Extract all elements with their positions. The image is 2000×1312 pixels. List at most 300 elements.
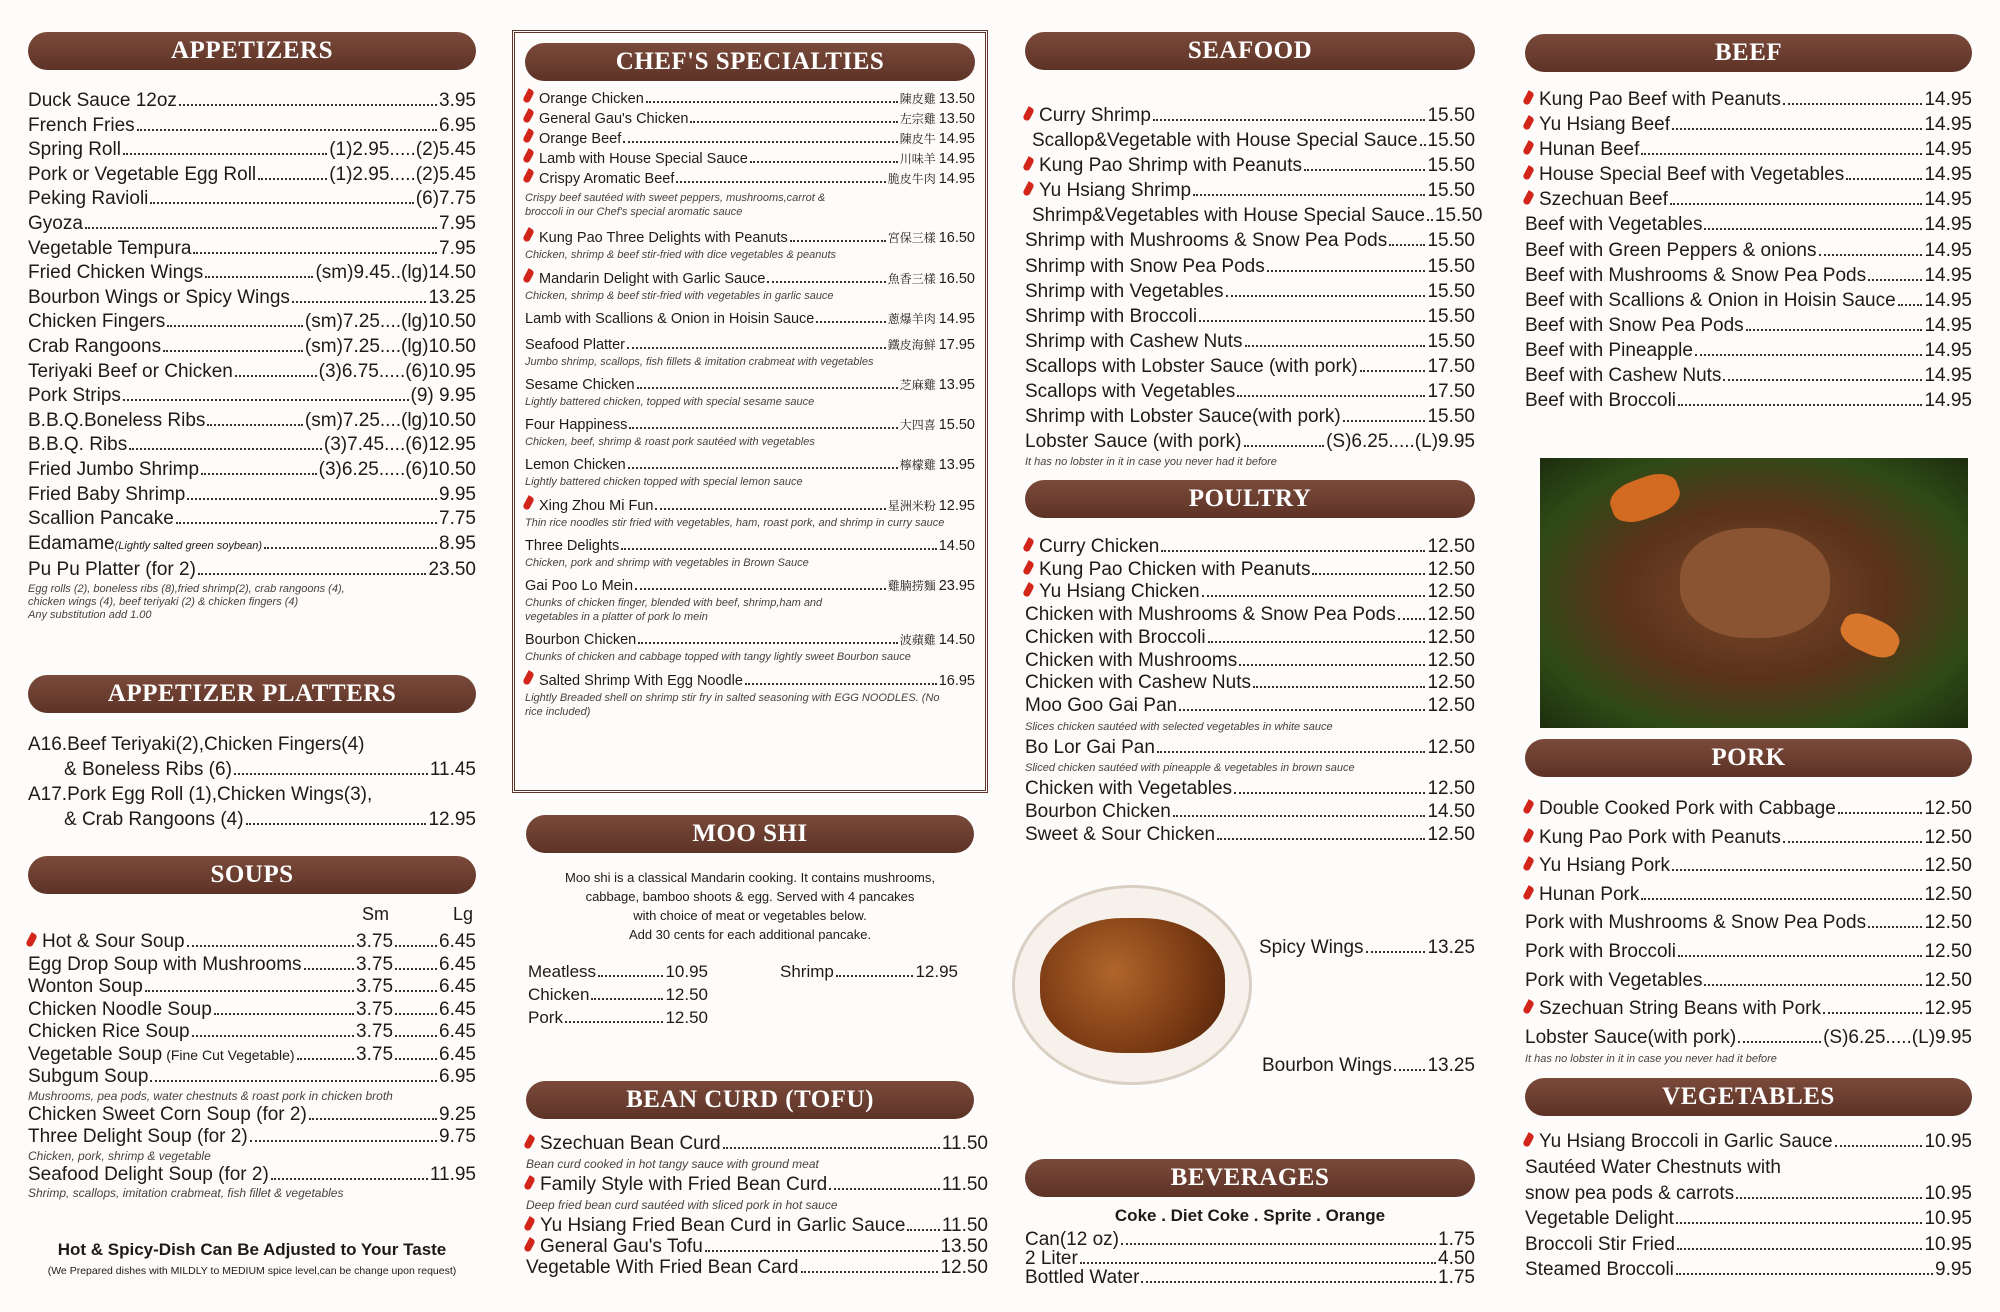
chef-special-item [525,456,975,489]
menu-item-price: 17.50 [1427,381,1475,403]
menu-item-price: 9.25 [439,1103,476,1125]
dot-leader [1723,379,1922,381]
soup-row [28,954,476,977]
menu-item-row [1025,672,1475,695]
dot-leader [234,773,428,775]
beef-header: BEEF [1525,34,1972,72]
menu-item-price: 12.50 [1924,798,1972,819]
chili-pepper-icon [1522,1132,1535,1148]
vegetable-description: Sautéed Water Chestnuts with [1525,1156,1781,1178]
menu-item-row [1025,429,1475,454]
soup-price-sm: 3.75 [356,998,394,1020]
dot-leader [1695,354,1923,356]
menu-item-price: 12.95 [938,498,975,514]
menu-item-row [1025,103,1475,128]
chef-special-item [525,228,975,262]
menu-item-chinese-name: 檸檬雞 [899,458,936,472]
menu-item-row [28,532,476,559]
menu-item-row [525,310,975,329]
menu-item-name: Chicken Fingers [28,311,166,333]
dot-leader [1153,119,1426,121]
menu-item-price: 12.50 [1427,626,1475,648]
menu-item-price: 14.95 [1924,89,1972,110]
menu-item-row [526,1215,988,1236]
menu-item-chinese-name: 鐵皮海鮮 [887,338,936,352]
menu-item-price: 14.95 [1924,189,1972,211]
menu-item-price: 9.95 [1935,1259,1972,1280]
menu-item-row [1525,388,1972,413]
menu-item-row [780,960,958,983]
dot-leader [1389,244,1425,246]
dot-leader [1427,219,1433,221]
menu-item-name: Hunan Beef [1539,139,1640,161]
menu-item-row [1525,881,1972,910]
soup-col-sm: Sm [362,904,389,924]
menu-item-row [1025,279,1475,304]
menu-item-price: 16.50 [938,230,975,246]
menu-item-price: 14.95 [1924,339,1972,361]
chili-pepper-icon [1522,191,1535,207]
menu-item-name: Beef with Mushrooms & Snow Pea Pods [1525,264,1867,286]
menu-item-row [1525,1181,1972,1207]
menu-item-row [28,558,476,583]
menu-item-price: 12.50 [1427,649,1475,671]
moo-shi-description-line: Moo shi is a classical Mandarin cooking. It contains mushrooms, [565,870,935,885]
dot-leader [565,1021,663,1023]
dot-leader [1420,144,1426,146]
menu-item-row [1525,1206,1972,1232]
menu-item-price: 15.50 [1427,280,1475,302]
menu-item-name: Pork [528,1008,563,1027]
chefs-specialties-header: CHEF'S SPECIALTIES [525,43,975,81]
menu-item-name: Moo Goo Gai Pan [1025,694,1178,716]
soup-size-headings [28,904,476,926]
menu-item-price: 12.50 [1427,672,1475,694]
dot-leader [395,1035,437,1037]
menu-item-price: 23.50 [428,559,476,581]
menu-item-name: Chicken [528,985,590,1004]
spice-notice-detail: (We Prepared dishes with MILDLY to MEDIUM spice level,can be change upon request) [47,1265,457,1277]
menu-item-row [1525,212,1972,237]
dot-leader [628,467,898,469]
vegetables-list [1525,1129,1972,1283]
soup-subtext: (Fine Cut Vegetable) [166,1046,295,1063]
menu-item-name: Orange Beef [539,131,622,147]
menu-item-price: 17.95 [938,337,975,353]
soup-row [28,1044,476,1067]
menu-item-name: Family Style with Fried Bean Curd [540,1174,828,1195]
soup-price-sm: 3.75 [356,1043,394,1065]
vegetables-header: VEGETABLES [1525,1078,1972,1116]
menu-item-row [28,483,476,508]
soup-price-lg: 6.45 [439,1043,476,1065]
dot-leader [201,473,317,475]
menu-item-name: Szechuan String Beans with Pork [1539,998,1821,1020]
beverage-choices: Coke . Diet Coke . Sprite . Orange [1114,1206,1386,1225]
chili-pepper-icon [522,128,535,144]
dot-leader [1343,420,1426,422]
menu-item-chinese-name: 波蘋雞 [899,633,936,647]
menu-item-name: & Crab Rangoons (4) [64,809,244,830]
soup-row [28,1021,476,1044]
menu-item-row [525,269,975,289]
soup-price-lg: 6.45 [439,1021,476,1042]
beef-broccoli-photo [1540,458,1968,728]
appetizer-platters-header: APPETIZER PLATTERS [28,675,476,713]
chef-special-note: Jumbo shrimp, scallops, fish fillets & imitation crabmeat with vegetables [525,356,874,368]
menu-item-row [1525,263,1972,288]
menu-item-price: (sm)7.25....(lg)10.50 [304,335,476,357]
dot-leader [750,161,898,163]
menu-item-price: 12.50 [1924,826,1972,848]
menu-item-price: (6)7.75 [415,188,476,210]
dot-leader [271,1178,428,1180]
soup-price-sm: 3.75 [356,931,394,952]
chef-special-item [525,310,975,329]
dot-leader [198,573,427,575]
menu-item-price: (3)6.25.....(6)10.50 [318,458,476,480]
dot-leader [214,1013,354,1015]
menu-item-row [1025,824,1475,847]
soup-name: Vegetable Soup [28,1043,163,1065]
dot-leader [1678,404,1922,406]
menu-item-name: Edamame [28,532,115,554]
menu-item-row [525,671,975,691]
menu-item-name: Sesame Chicken [525,377,635,393]
moo-shi-description-line: cabbage, bamboo shoots & egg. Served with 4 pancakes [585,889,915,904]
menu-item-name: Chicken Sweet Corn Soup (for 2) [28,1103,307,1125]
menu-item-price: 12.50 [1924,855,1972,877]
chef-special-item [525,496,975,530]
menu-item-row [28,409,476,434]
menu-item-price: 12.50 [665,1008,708,1027]
menu-item-row [1025,737,1475,760]
chef-special-item [525,577,975,624]
menu-item-price: 9.75 [439,1126,476,1147]
appetizers-header: APPETIZERS [28,32,476,70]
beef-slice [1680,528,1830,638]
menu-item-price: 16.50 [938,271,975,287]
menu-item-name: Steamed Broccoli [1525,1259,1674,1280]
menu-item-name: Sweet & Sour Chicken [1025,823,1216,845]
dot-leader [1304,169,1425,171]
menu-item-price: 6.95 [439,114,476,136]
menu-item-price: 12.50 [665,985,708,1004]
menu-item-price: 12.50 [940,1257,988,1278]
dot-leader [637,387,898,389]
chef-special-item [525,336,975,369]
menu-item-row [28,335,476,360]
menu-item-price: 14.95 [1924,289,1972,311]
chili-pepper-icon [1022,181,1035,197]
menu-item-name: House Special Beef with Vegetables [1539,164,1845,186]
menu-item-name: Chicken with Cashew Nuts [1025,672,1251,694]
menu-item-name: B.B.Q. Ribs [28,434,128,456]
menu-item-name: Scallops with Vegetables [1025,381,1236,403]
menu-item-price: 12.50 [1427,694,1475,716]
dot-leader [395,1013,437,1015]
chili-pepper-icon [1022,156,1035,172]
menu-item-price: 8.95 [439,532,476,554]
menu-item-name: Szechuan Beef [1539,189,1668,211]
menu-item-name: Four Happiness [525,417,628,433]
menu-item-price: 14.95 [1924,390,1972,412]
moo-shi-right [780,960,958,983]
soup-col-lg: Lg [453,904,474,924]
chili-pepper-icon [522,495,535,511]
menu-item-name: Lemon Chicken [525,457,626,473]
poultry-note: Sliced chicken sautéed with pineapple & vegetables in brown sauce [1025,762,1355,775]
dot-leader [395,945,437,947]
menu-item-row [1025,254,1475,279]
menu-item-name: Scallops with Lobster Sauce (with pork) [1025,355,1358,377]
chef-special-note: Chicken, beef, shrimp & roast pork sautéed with vegetables [525,436,815,448]
menu-item-row [1025,650,1475,673]
chili-pepper-icon [1522,885,1535,901]
menu-item-row [1525,1232,1972,1258]
menu-item-price: 14.50 [1427,801,1475,823]
menu-item-price: 12.50 [1427,581,1475,603]
menu-item-price: 13.95 [938,457,975,473]
menu-item-name: Chicken with Broccoli [1025,626,1206,648]
menu-item-price: 15.50 [1427,155,1475,177]
dot-leader [395,968,437,970]
menu-item-row [1525,112,1972,137]
menu-item-name: Beef with Cashew Nuts [1525,365,1722,387]
menu-item-price: 12.50 [1427,823,1475,845]
menu-item-row [1025,627,1475,650]
dot-leader [646,101,898,103]
menu-item-name: Hunan Pork [1539,883,1640,905]
menu-item-row [525,456,975,475]
soup-row [28,931,476,954]
menu-item-name: Pu Pu Platter (for 2) [28,559,196,581]
menu-item-price: 10.95 [1924,1233,1972,1255]
poultry-header: POULTRY [1025,480,1475,518]
menu-item-name: Lamb with Scallions & Onion in Hoisin Sauce [525,311,815,327]
dot-leader [1141,1281,1436,1283]
pu-pu-platter-note: chicken wings (4), beef teriyaki (2) & chicken fingers (4) [28,595,299,608]
menu-item-name: & Boneless Ribs (6) [64,759,232,780]
menu-item-name: Shrimp [780,962,834,981]
dot-leader [1704,984,1922,986]
menu-item-name: Orange Chicken [539,91,644,107]
menu-item-row [1525,938,1972,967]
dot-leader [1179,709,1425,711]
chef-special-note: Chicken, shrimp & beef stir-fried with dice vegetables & peanuts [525,249,837,261]
chili-pepper-icon [523,1216,536,1232]
menu-item-row [1525,338,1972,363]
dot-leader [621,548,936,550]
dot-leader [829,1188,940,1190]
menu-item-price: 16.95 [938,673,975,689]
dot-leader [304,968,355,970]
wings-plate-photo [1012,885,1252,1085]
menu-item-row [528,1006,708,1029]
menu-item-name: Three Delight Soup (for 2) [28,1126,248,1147]
menu-item-row [1025,153,1475,178]
dot-leader [690,121,897,123]
dot-leader [309,1118,437,1120]
menu-item-row [28,1104,476,1127]
dot-leader [1868,926,1922,928]
menu-item-name: Bourbon Chicken [1025,801,1171,823]
menu-item-name: French Fries [28,114,135,136]
soup-note: Shrimp, scallops, imitation crabmeat, fish fillet & vegetables [28,1186,344,1200]
menu-item-price: 6.95 [439,1066,476,1087]
chili-pepper-icon [523,1237,536,1253]
menu-item-row [1025,695,1475,718]
dot-leader [145,990,354,992]
dot-leader [1704,228,1922,230]
menu-item-row [525,228,975,248]
menu-item-name: Shrimp with Cashew Nuts [1025,330,1243,352]
dot-leader [1746,329,1923,331]
dot-leader [123,153,327,155]
dot-leader [1641,898,1922,900]
menu-item-name: B.B.Q.Boneless Ribs [28,409,206,431]
dot-leader [163,350,303,352]
chili-pepper-icon [1522,999,1535,1015]
dot-leader [137,129,437,131]
menu-item-row [1525,137,1972,162]
chili-pepper-icon [25,932,38,948]
menu-item-row [1025,1231,1475,1250]
chefs-specialties-box [512,30,988,793]
menu-item-name: Salted Shrimp With Egg Noodle [539,673,743,689]
menu-item-row [1025,801,1475,824]
menu-item-price: 15.50 [1427,105,1475,126]
menu-item-row [526,1133,988,1154]
moo-shi-description [512,868,988,944]
menu-item-price: 11.50 [941,1133,988,1154]
beverages-list [1025,1231,1475,1288]
menu-item-name: Chicken with Mushrooms & Snow Pea Pods [1025,604,1396,626]
dot-leader [1898,304,1923,306]
dot-leader [1846,178,1922,180]
chef-special-note: Chunks of chicken finger, blended with beef, shrimp,ham and vegetables in a platter of pork lo mein [525,597,823,623]
menu-item-name: Beef with Snow Pea Pods [1525,314,1744,336]
menu-item-price: 14.95 [1924,239,1972,261]
menu-item-row [525,336,975,355]
dot-leader [395,1058,437,1060]
pu-pu-platter-note: Any substitution add 1.00 [28,608,152,621]
menu-item-name: General Gau's Chicken [539,111,689,127]
menu-item-chinese-name: 陳皮牛 [899,132,936,146]
menu-item-chinese-name: 雞腩捞麵 [887,579,936,593]
menu-item-name: Chicken with Vegetables [1025,778,1233,800]
menu-item-row [1525,995,1972,1024]
dot-leader [1244,445,1325,447]
menu-item-chinese-name: 魚香三樣 [887,272,936,286]
menu-item-price: 15.50 [1427,130,1476,152]
menu-item-price: (S)6.25.....(L)9.95 [1326,431,1475,453]
dot-leader [292,301,427,303]
menu-item-name: Fried Jumbo Shrimp [28,458,200,480]
dot-leader [1738,1041,1821,1043]
appetizers-list [28,89,476,622]
menu-item-chinese-name: 大四喜 [899,418,936,432]
menu-item-price: (sm)9.45..(lg)14.50 [315,262,476,284]
menu-item-name: Yu Hsiang Pork [1539,855,1670,877]
chefs-items [525,228,975,719]
menu-item-price: (3)6.75.....(6)10.95 [318,360,476,382]
menu-item-row [28,261,476,286]
menu-item-name: Seafood Delight Soup (for 2) [28,1163,269,1185]
dot-leader [179,104,437,106]
dot-leader [1835,1145,1923,1147]
menu-item-price: 23.95 [938,578,975,594]
platter-description: A17.Pork Egg Roll (1),Chicken Wings(3), [28,784,373,805]
menu-item-price: 12.50 [1427,558,1475,580]
menu-item-price: 11.95 [429,1163,476,1185]
menu-item-price: 15.50 [1427,330,1475,352]
chef-special-note: Lightly battered chicken, topped with special sesame sauce [525,396,815,408]
dot-leader [1173,815,1426,817]
menu-item-name: Can(12 oz) [1025,1229,1119,1250]
dot-leader [1202,595,1426,597]
dot-leader [123,399,409,401]
menu-item-chinese-name: 陳皮雞 [899,92,936,106]
dot-leader [1672,869,1922,871]
menu-item-row [28,757,476,782]
menu-item-name: Crispy Aromatic Beef [539,171,675,187]
chili-pepper-icon [1522,165,1535,181]
chili-pepper-icon [1022,106,1035,122]
spice-notice: Hot & Spicy-Dish Can Be Adjusted to Your Taste [57,1240,447,1259]
menu-item-price: (sm)7.25....(lg)10.50 [304,311,476,333]
dot-leader [836,975,914,977]
menu-item-name: Seafood Platter [525,337,625,353]
menu-item-price: 14.95 [1924,365,1972,387]
dot-leader [246,823,427,825]
chef-special-item [525,416,975,449]
menu-item-row [1025,203,1483,228]
menu-item-price: 12.50 [1427,604,1475,626]
menu-item-row [525,89,975,109]
menu-item-price: 14.95 [938,171,975,187]
chili-pepper-icon [1522,140,1535,156]
dot-leader [627,347,886,349]
menu-item-price: 15.50 [1427,305,1475,327]
soup-price-sm: 3.75 [356,953,394,975]
menu-item-name: Scallion Pancake [28,508,174,530]
menu-item-price: 13.50 [938,91,975,107]
menu-item-name: Yu Hsiang Shrimp [1039,180,1192,202]
menu-item-row [1025,128,1475,153]
soup-row [28,976,476,999]
menu-item-row [525,496,975,516]
menu-item-name: Broccoli Stir Fried [1525,1233,1675,1255]
chef-special-item [525,631,975,664]
menu-item-name: Fried Baby Shrimp [28,483,186,505]
menu-item-price: 11.50 [941,1215,988,1236]
moo-shi-description-line: with choice of meat or vegetables below. [633,908,867,923]
chili-pepper-icon [1522,115,1535,131]
dot-leader [1208,641,1426,643]
dot-leader [1676,1222,1923,1224]
menu-item-row [526,1257,988,1278]
dot-leader [1226,295,1426,297]
menu-item-price: 12.50 [1924,969,1972,991]
soup-name: Chicken Noodle Soup [28,998,212,1020]
menu-item-row [525,169,975,189]
menu-item-row [28,1066,476,1089]
menu-item-row [1525,288,1972,313]
dot-leader [395,990,437,992]
menu-item-price: 7.95 [439,237,476,259]
pork-list [1525,795,1972,1066]
